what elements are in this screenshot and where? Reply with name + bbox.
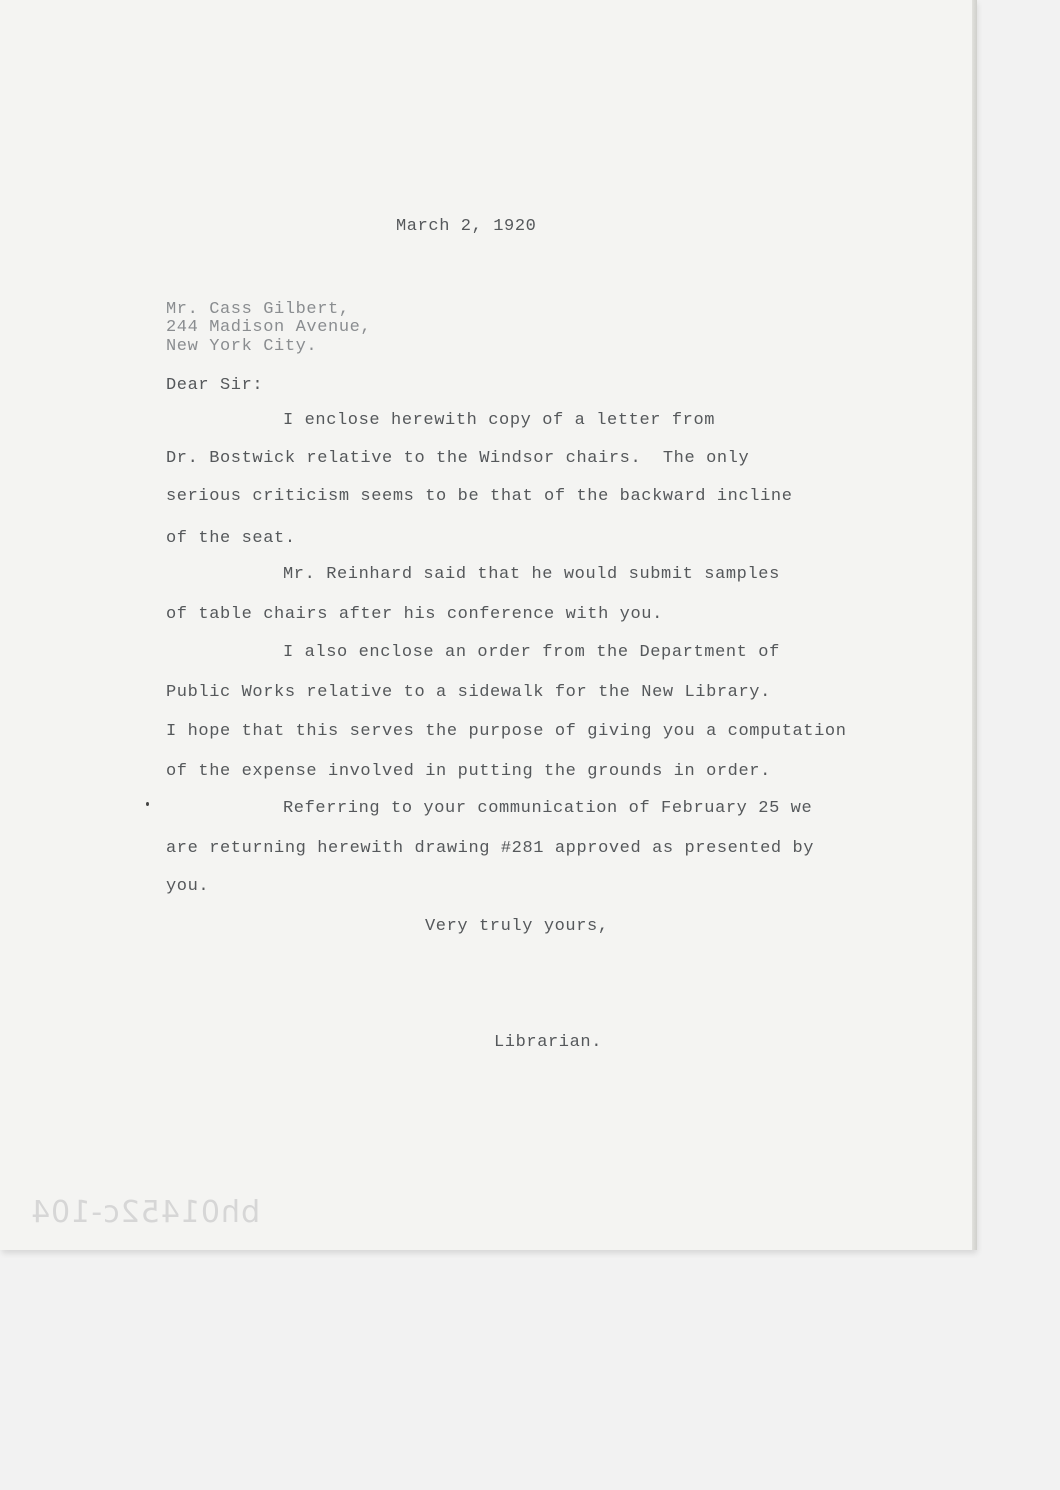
closing: Very truly yours, — [425, 917, 609, 936]
body-line: are returning herewith drawing #281 approved as presented by — [166, 839, 815, 858]
body-line: Mr. Reinhard said that he would submit samples — [283, 565, 780, 584]
sheet-edge — [972, 0, 977, 1250]
recipient-city: New York City. — [166, 337, 318, 356]
body-line: Public Works relative to a sidewalk for the New Library. — [166, 683, 771, 702]
body-line: of table chairs after his conference with you. — [166, 605, 663, 624]
recipient-street: 244 Madison Avenue, — [166, 318, 372, 337]
body-line: I enclose herewith copy of a letter from — [283, 411, 716, 430]
handwritten-archive-number: bh01452c-104 — [30, 1195, 261, 1230]
body-line: serious criticism seems to be that of the backward incline — [166, 487, 793, 506]
body-line: of the expense involved in putting the grounds in order. — [166, 762, 771, 781]
body-line: I also enclose an order from the Department of — [283, 643, 780, 662]
ink-dot — [146, 802, 149, 806]
body-line: of the seat. — [166, 529, 296, 548]
body-line: Referring to your communication of February 25 we — [283, 799, 813, 818]
letter-date: March 2, 1920 — [396, 217, 537, 236]
signature: Librarian. — [494, 1033, 603, 1052]
salutation: Dear Sir: — [166, 376, 264, 395]
recipient-name: Mr. Cass Gilbert, — [166, 300, 350, 319]
body-line: you. — [166, 877, 210, 896]
body-line: Dr. Bostwick relative to the Windsor chairs. The only — [166, 449, 750, 468]
body-line: I hope that this serves the purpose of giving you a computation — [166, 722, 847, 741]
